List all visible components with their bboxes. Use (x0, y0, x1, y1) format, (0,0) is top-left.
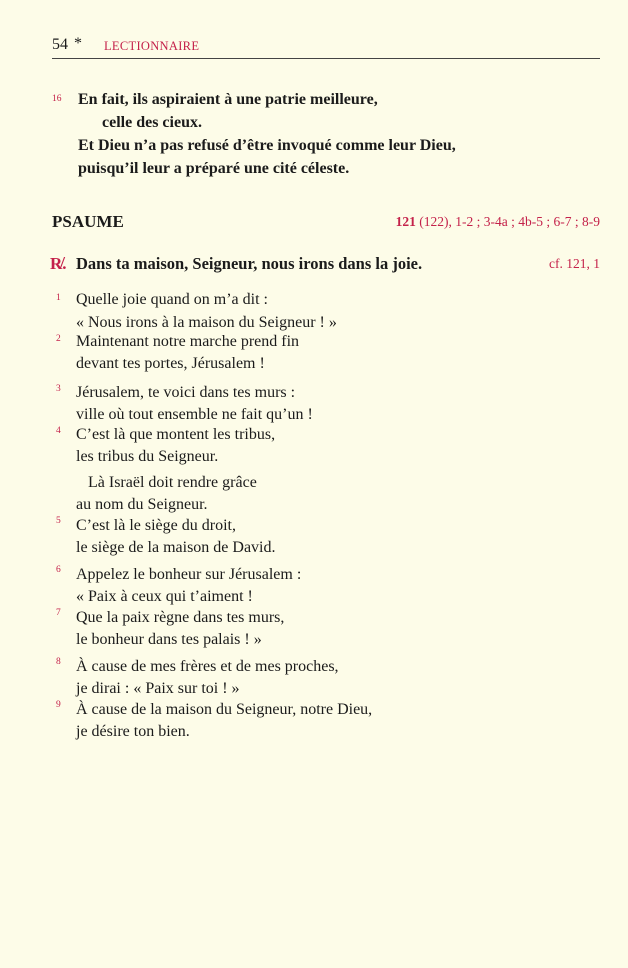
refrain-text: Dans ta maison, Seigneur, nous irons dans la joie. (76, 254, 423, 273)
verse-number: 8 (56, 657, 61, 667)
psaume-reference (396, 214, 600, 230)
verse-number: 2 (56, 334, 61, 344)
reading-line: celle des cieux. (102, 114, 202, 131)
psalm-line: Que la paix règne dans tes murs, (76, 609, 285, 626)
refrain-reference: cf. 121, 1 (549, 256, 600, 271)
psalm-line: Appelez le bonheur sur Jérusalem : (76, 566, 302, 583)
verse-number: 7 (56, 608, 61, 618)
verse-number: 9 (56, 700, 61, 710)
psalm-line: le siège de la maison de David. (76, 539, 276, 556)
verse-number: 16 (52, 94, 62, 104)
psalm-line: au nom du Seigneur. (76, 496, 208, 513)
page-number: 54 (52, 36, 68, 53)
psalm-line: Jérusalem, te voici dans tes murs : (76, 384, 296, 401)
verse-number: 1 (56, 293, 61, 303)
psalm-line: le bonheur dans tes palais ! » (76, 631, 262, 648)
psalm-line: « Paix à ceux qui t’aiment ! (76, 588, 253, 605)
reading-line: En fait, ils aspiraient à une patrie meilleure, (78, 91, 378, 108)
psalm-line: À cause de la maison du Seigneur, notre Dieu, (76, 701, 373, 718)
verse-number: 6 (56, 565, 61, 575)
reading-line: Et Dieu n’a pas refusé d’être invoqué comme leur Dieu, (78, 137, 456, 154)
psaume-verses: (122), 1-2 ; 3-4a ; 4b-5 ; 6-7 ; 8-9 (415, 214, 600, 229)
psalm-line: ville où tout ensemble ne fait qu’un ! (76, 406, 313, 423)
psalm-line: « Nous irons à la maison du Seigneur ! » (76, 314, 337, 331)
verse-number: 4 (56, 426, 61, 436)
psalm-line: Là Israël doit rendre grâce (88, 474, 257, 491)
page-header (52, 36, 600, 59)
verse-number: 3 (56, 384, 61, 394)
psalm-line: les tribus du Seigneur. (76, 448, 219, 465)
refrain-mark: R̸. (50, 254, 67, 273)
psalm-line: Maintenant notre marche prend fin (76, 333, 300, 350)
reading-line: puisqu’il leur a préparé une cité céleste. (78, 160, 350, 177)
psalm-line: C’est là le siège du droit, (76, 517, 236, 534)
verse-number: 5 (56, 516, 61, 526)
psalm-line: Quelle joie quand on m’a dit : (76, 291, 268, 308)
psalm-line: À cause de mes frères et de mes proches, (76, 658, 339, 675)
psalm-line: je désire ton bien. (76, 723, 190, 740)
psalm-line: devant tes portes, Jérusalem ! (76, 355, 265, 372)
psaume-title: PSAUME (52, 212, 124, 231)
star-mark: * (74, 35, 82, 52)
psalm-line: C’est là que montent les tribus, (76, 426, 276, 443)
psaume-chapter: 121 (395, 214, 416, 229)
section-title: LECTIONNAIRE (104, 39, 200, 53)
psalm-line: je dirai : « Paix sur toi ! » (76, 680, 240, 697)
